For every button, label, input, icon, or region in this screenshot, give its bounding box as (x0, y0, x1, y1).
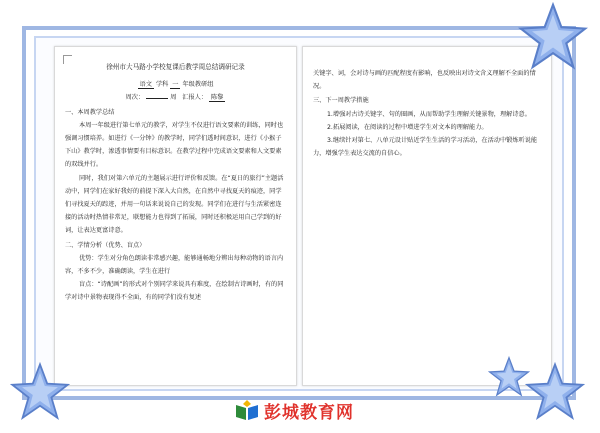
section-heading: 一、本周教学总结 (65, 108, 115, 116)
star-icon (525, 362, 585, 422)
paragraph: 同时，我们对第六单元的主题展示进行评价和反馈。在“夏日的旅行”主题活动中，同学们在家好我好的前提下深入大自然，在自然中寻找夏天的痕迹，同学们寻找夏天的踪迹，并用一句话来说说自己的发现。同学们在进行与生活紧密连接的活动时热情非常足，联想能力也得到了拓展，同时还积极运用自己学到的好词，让表达更富诗意。 (65, 174, 284, 235)
paragraph: 盲点：“诗配画”的形式对个别同学来说具有难度，在绘制古诗画时，有的同学对诗中景物表现得不全面，有的同学们没有复述 (65, 281, 284, 302)
paragraph: 关键字、词，会对诗与画的匹配程度有影响，也反映出对诗文含义理解不全面的情况。 (313, 70, 536, 91)
site-branding (234, 398, 354, 422)
week-line (65, 91, 286, 104)
star-icon (10, 362, 70, 422)
grade-value: 一 (172, 81, 179, 89)
document-page-right (302, 46, 552, 386)
paragraph: 优势：学生对分角色朗读非常感兴趣，能够通畅地分辨出每种动物的语言内容，不多不少，准确朗读，学生在进行 (65, 254, 284, 276)
star-icon (518, 2, 588, 72)
reporter-label: 汇报人： (182, 94, 208, 102)
reporter-value: 陈黎 (211, 94, 224, 102)
crop-mark (63, 55, 72, 64)
list-item: 2.拓展阅读，在阅读的过程中增进学生对文本的理解能力。 (327, 123, 488, 131)
section-heading: 三、下一周教学措施 (313, 97, 369, 105)
brand-name: 彭城教育网 (264, 402, 354, 423)
star-icon (488, 356, 530, 398)
paragraph: 本周一年级进行第七单元的教学，对学生不仅进行语文要素的训练，同时也强调习惯培养。如进行《一分钟》的教学时，同学们透时间意识，进行《小猴子下山》教学时，渗透事情要有目标意识。在教学过程中完成语文要素和人文要素的双线并行。 (65, 121, 284, 169)
grade-suffix: 年级教研组 (182, 81, 214, 89)
subject-line (65, 78, 286, 91)
document-title: 徐州市大马路小学校复课后教学周总结调研记录 (106, 63, 245, 71)
subject-value: 语文 (139, 81, 152, 89)
list-item: 3.继续针对第七、八单元设计贴近学生生活的学习活动，在活动中锻炼听说能力，增强学生表达交流的自信心。 (313, 137, 538, 158)
section-heading: 二、学情分析（优势、盲点） (65, 241, 146, 249)
week-suffix: 周 (170, 94, 177, 102)
week-blank (146, 98, 168, 99)
subject-suffix: 学科 (155, 81, 169, 89)
list-item: 1.增强对古诗关键字、句的圈画，从而帮助学生理解关键景物，理解诗意。 (327, 110, 531, 118)
week-label: 周次： (125, 94, 145, 102)
book-logo-icon (234, 399, 260, 421)
document-page-left (54, 46, 297, 386)
